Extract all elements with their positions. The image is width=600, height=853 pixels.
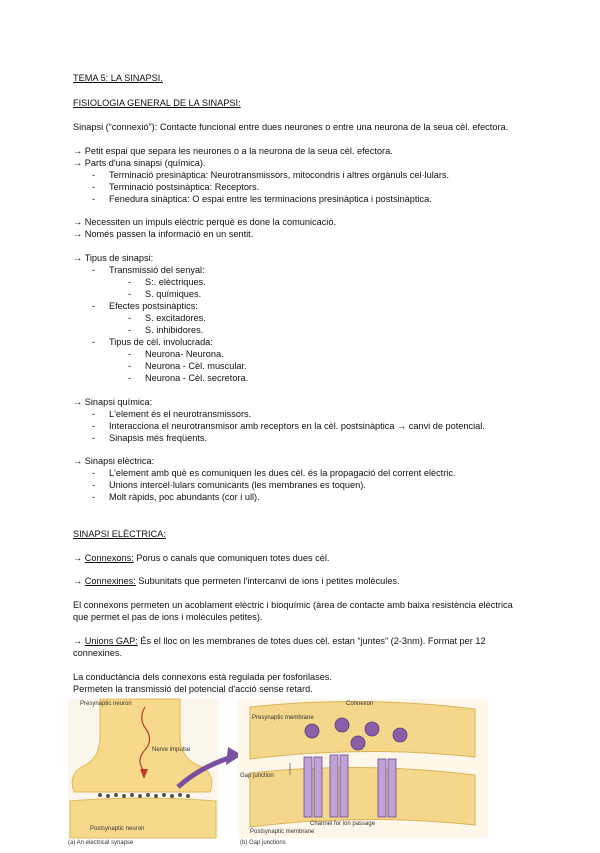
chemical-item: Sinapsis més freqüents.: [109, 433, 208, 443]
bullet-dash: -: [128, 361, 132, 371]
fig-caption: (a) An electrical synapse: [68, 840, 134, 846]
bullet-dash: -: [92, 170, 96, 180]
bullet-dash: -: [92, 194, 96, 204]
type-item: S. químiques.: [145, 289, 202, 299]
paragraph-line: Permeten la transmissió del potencial d'acció sense retard.: [73, 684, 313, 694]
definition-text: Contacte funcional entre dues neurones o entre una neurona de la seua cèl. efectora.: [157, 122, 509, 132]
term-text: Porus o canals que comuniquen totes dues cèl.: [133, 553, 330, 563]
point-2: → Parts d'una sinapsi (química).: [73, 158, 206, 168]
type-item: S:. elèctriques.: [145, 277, 206, 287]
fig-label: Gap junction: [240, 773, 274, 779]
definition: [73, 121, 508, 133]
bullet-dash: -: [92, 265, 96, 275]
electric-item: Molt ràpids, poc abundants (cor i ull).: [109, 492, 260, 502]
connexines-line: [73, 575, 400, 587]
term-label: Connexines:: [84, 576, 136, 586]
fig-label: Presynaptic neuron: [80, 701, 132, 707]
gap-line-cont: connexines.: [73, 648, 123, 658]
electric-heading: → Sinapsi elèctrica:: [73, 456, 155, 466]
bullet-dash: -: [92, 433, 96, 443]
point-3: → Necessiten un impuls elèctric perquè es done la comunicació.: [73, 217, 336, 227]
type-group: Transmissió del senyal:: [109, 265, 205, 275]
bullet-dash: -: [128, 349, 132, 359]
term-text: És el lloc on les membranes de totes dues cèl. estan “juntes” (2-3nm). Format per 12: [137, 636, 486, 646]
term-label: Unions GAP:: [84, 636, 138, 646]
bullet-dash: -: [92, 492, 96, 502]
bullet-dash: -: [92, 182, 96, 192]
chemical-item: Interacciona el neurotransmisor amb receptors en la cèl. postsinàptica → canvi de potencial.: [109, 421, 485, 431]
bullet-dash: -: [92, 409, 96, 419]
bullet-dash: -: [92, 301, 96, 311]
bullet-dash: -: [92, 421, 96, 431]
types-heading: → Tipus de sinapsi:: [73, 253, 154, 263]
fig-label: Postsynaptic membrane: [250, 829, 315, 835]
fig-label: Nerve impulse: [152, 747, 191, 753]
part-item: Fenedura sinàptica: O espai entre les terminacions presinàptica i postsinàptica.: [109, 194, 432, 204]
type-item: Neurona - Cèl. muscular.: [145, 361, 247, 371]
type-item: S. excitadores.: [145, 313, 206, 323]
doc-title: TEMA 5: LA SINAPSI.: [73, 73, 163, 83]
postsynaptic-cell: [70, 798, 216, 838]
type-item: Neurona - Cèl. secretora.: [145, 373, 249, 383]
bullet-dash: -: [128, 289, 132, 299]
part-item: Terminació postsinàptica: Receptors.: [109, 182, 260, 192]
electric-item: L'element amb què es comuniquen les dues cèl. és la propagació del corrent elèctric.: [109, 468, 456, 478]
type-item: Neurona- Neurona.: [145, 349, 224, 359]
chemical-heading: → Sinapsi química:: [73, 397, 153, 407]
paragraph-line: El connexons permeten un acoblament elèctric i bioquímic (àrea de contacte amb baixa resistència elèctrica: [73, 600, 513, 610]
fig-label: Postsynaptic neuron: [90, 826, 145, 832]
paragraph-line: La conductància dels connexons està regulada per fosforilases.: [73, 672, 332, 682]
bullet-dash: -: [92, 468, 96, 478]
bullet-dash: -: [92, 337, 96, 347]
section-heading: SINAPSI ELÈCTRICA:: [73, 529, 166, 539]
type-group: Tipus de cèl. involucrada:: [109, 337, 213, 347]
synapse-figure: [60, 697, 490, 848]
bullet-dash: -: [128, 325, 132, 335]
chemical-item: L'element és el neurotransmissors.: [109, 409, 252, 419]
term-label: Connexons:: [84, 553, 134, 563]
bullet-dash: -: [128, 313, 132, 323]
arrow: →: [73, 636, 83, 646]
section-heading: FISIOLOGIA GENERAL DE LA SINAPSI:: [73, 98, 241, 108]
definition-label: Sinapsi (“connexió”):: [73, 122, 158, 132]
presynaptic-membrane-layer: [250, 701, 475, 759]
part-item: Terminació presinàptica: Neurotransmissors, mitocondris i altres orgànuls cel·lulars.: [109, 170, 450, 180]
term-text: Subunitats que permeten l'intercanvi de ions i petites molècules.: [135, 576, 400, 586]
fig-caption: (b) Gap junctions: [240, 840, 286, 846]
type-group: Efectes postsinàptics:: [109, 301, 198, 311]
type-item: S. inhibidores.: [145, 325, 204, 335]
fig-label: Connexon: [346, 701, 374, 707]
bullet-dash: -: [128, 373, 132, 383]
point-1: → Petit espai que separa les neurones o a la neurona de la seua cèl. efectora.: [73, 146, 393, 156]
postsynaptic-membrane-layer: [250, 767, 475, 827]
electric-item: Unions intercel·lulars comunicants (les membranes es toquen).: [109, 480, 366, 490]
fig-label: Channel for ion passage: [310, 821, 376, 827]
fig-label: Presynaptic membrane: [252, 715, 314, 721]
gap-line: [73, 635, 486, 647]
bullet-dash: -: [92, 480, 96, 490]
point-4: → Només passen la informació en un sentit.: [73, 229, 254, 239]
arrow: →: [73, 576, 83, 586]
arrow: →: [73, 553, 83, 563]
connexons-line: [73, 552, 329, 564]
bullet-dash: -: [128, 277, 132, 287]
paragraph-line: que permet el pas de ions i molècules petites).: [73, 612, 263, 622]
